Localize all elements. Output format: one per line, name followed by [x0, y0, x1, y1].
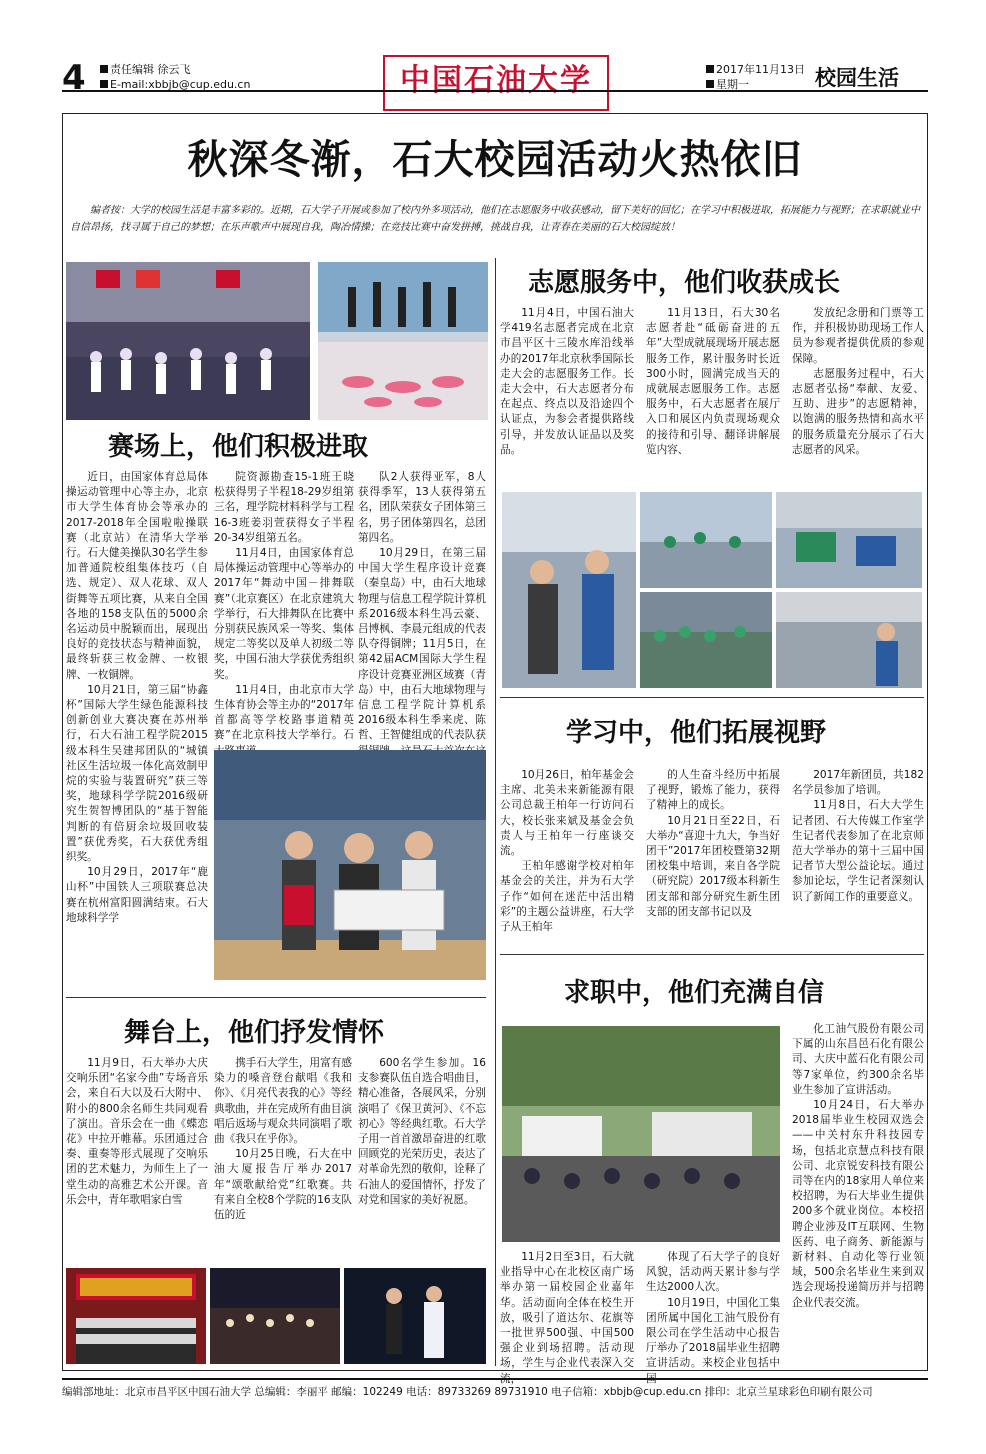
photo-exhibition-4: [776, 592, 922, 688]
competition-col-2: [214, 470, 354, 740]
photo-volunteer-guide: [502, 492, 636, 688]
paragraph: 队2人获得亚军，8人获得季军，13人获得第五名，团队荣获女子团体第三名，男子团体第四名，总团第四名。: [358, 471, 486, 544]
paragraph: 院资源勘查15-1班王晓松获得男子半程18-29岁组第三名，理学院材料科学与工程16-3班姜羽萱获得女子半程20-34岁组第五名。: [214, 471, 354, 544]
section-title-volunteer: 志愿服务中，他们收获成长: [528, 268, 841, 298]
competition-col-3: [358, 470, 486, 740]
paragraph: 志愿服务过程中，石大志愿者弘扬“奉献、友爱、互助、进步”的志愿精神，以饱满的服务热情和高水平的服务质量充分展示了石大志愿者的风采。: [792, 367, 924, 456]
career-col-2: [646, 1250, 780, 1385]
photo-exhibition-3: [640, 592, 772, 688]
section-divider: [66, 997, 486, 998]
main-title: 秋深冬渐，石大校园活动火热依旧: [187, 137, 803, 183]
header-weekday: 星期一: [716, 78, 749, 91]
photo-cheer-competition: [66, 262, 310, 420]
header-date-block: [706, 62, 805, 92]
editor-note: 编者按：大学的校园生活是丰富多彩的。近期，石大学子开展或参加了校内外多项活动，他们在志愿服务中收获感动，留下美好的回忆；在学习中积极进取，拓展能力与视野；在求职就业中自信昂扬，找寻属于自己的梦想；在乐声歌声中展现自我，陶冶情操；在竞技比赛中奋发拼搏，挑战自我，让青春在美丽的石大校园绽放！: [70, 205, 920, 233]
paragraph: 王柏年感谢学校对柏年基金会的关注，并为石大学子作“如何在迷茫中活出精彩”的主题公益讲座，石大学子从王柏年: [500, 860, 634, 934]
paragraph: 11月8日，石大大学生记者团、石大传媒工作室学生记者代表参加了在北京师范大学举办的第十三届中国记者节大型公益论坛。通过参加论坛，学生记者深刻认识了新闻工作的重要意义。: [792, 799, 924, 903]
career-col-3: [792, 1022, 924, 1362]
paragraph: 11月4日，中国石油大学419名志愿者完成在北京市昌平区十三陵水库沿线举办的2017年北京秋季国际长走大会的志愿服务工作。长走大会中，石大志愿者分布在起点、终点以及沿途四个认证点，为参会者提供路线引导，并发放认证品以及奖品。: [500, 307, 634, 456]
paragraph: 10月21日至22日，石大举办“喜迎十九大，争当好团干”2017年团校暨第32期团校集中培训，来自各学院（研究院）2017级本科新生团支部和部分研究生新生团支部的团支部书记以及: [646, 814, 780, 918]
masthead-logo: 中国石油大学: [383, 55, 609, 111]
paragraph: 10月19日，中国化工集团所属中国化工油气股份有限公司在学生活动中心报告厅举办了2018届毕业生招聘宣讲活动。来校企业包括中国: [646, 1296, 780, 1385]
stage-col-2: [214, 1056, 352, 1256]
photo-choir: [66, 1268, 206, 1364]
header-divider: [62, 90, 928, 92]
header-email: E-mail:xbbjb@cup.edu.cn: [110, 78, 251, 91]
paragraph: 11月2日至3日，石大就业指导中心在北校区南广场举办第一届校园企业嘉年华。活动面向全体在校生开放，吸引了道达尔、花旗等一批世界500强、中国500强企业到场招聘。活动现场，学生与企业代表深入交流，: [500, 1251, 634, 1385]
header-editor-block: [100, 62, 250, 92]
volunteer-col-2: [646, 306, 780, 486]
paragraph: 11月9日，石大举办大庆交响乐团“名家今曲”专场音乐会，来自石大以及石大附中、附小的800余名师生共同观看了演出。音乐会在一曲《蝶恋花》中拉开帷幕。乐团通过合奏、重奏等形式展现了交响乐团的艺术魅力，为师生上了一堂生动的高雅艺术公开课。音乐会中，青年歌唱家白雪: [66, 1057, 208, 1206]
square-bullet-icon: [706, 65, 714, 73]
column-divider: [495, 258, 496, 1366]
paragraph: 化工油气股份有限公司下属的山东昌邑石化有限公司、大庆中蓝石化有限公司等7家单位，约300余名毕业生参加了宣讲活动。: [792, 1023, 924, 1096]
study-col-1: [500, 768, 634, 948]
paragraph: 11月4日，由国家体育总局体操运动管理中心等举办的2017年“舞动中国－排舞联赛”（北京赛区）在北京建筑大学举行，石大排舞队在比赛中分别获民族风采一等奖、集体规定二等奖以及单人初级二等奖，中国石油大学获优秀组织奖。: [214, 547, 354, 681]
photo-orchestra: [210, 1268, 340, 1364]
paragraph: 600名学生参加。16支参赛队伍自选合唱曲目，精心准备，各展风采，分别演唱了《保卫黄河》、《不忘初心》等经典红歌。石大学子用一首首激昂奋进的红歌回顾党的光荣历史，表达了对革命先烈的敬仰，诠释了石油人的爱国情怀，抒发了对党和国家的美好祝愿。: [358, 1057, 486, 1206]
header-editor: 责任编辑 徐云飞: [110, 63, 191, 76]
section-title-stage: 舞台上，他们抒发情怀: [124, 1018, 385, 1048]
stage-col-3: [358, 1056, 486, 1256]
paragraph: 10月25日晚，石大在中油大厦报告厅举办2017年“颂歌献给党”红歌赛。共有来自全校8个学院的16支队伍的近: [214, 1148, 352, 1222]
paragraph: 11月13日，石大30名志愿者赴“砥砺奋进的五年”大型成就展现场开展志愿服务工作，累计服务时长近300小时，圆满完成当天的成就展志愿服务工作。志愿服务中，石大志愿者在展厅入口和展区内负责现场观众的接待和引导、翻译讲解展览内容、: [646, 307, 780, 456]
section-divider: [500, 697, 924, 698]
page-number: 4: [62, 58, 86, 98]
paragraph: 2017年新团员，共182名学员参加了培训。: [792, 769, 924, 797]
paragraph: 携手石大学生，用富有感染力的嗓音登台献唱《我和你》、《月亮代表我的心》等经典歌曲，并在完成所有曲目演唱后返场与观众共同演唱了歌曲《我只在乎你》。: [214, 1057, 352, 1146]
paragraph: 10月21日，第三届“协鑫杯”国际大学生绿色能源科技创新创业大赛决赛在苏州举行，石大石油工程学院2015级本科生吴建邦团队的“城镇社区生活垃圾一体化高效制甲烷的实验与装置研究”获三等奖，地球科学学院2016级研究生贺智博团队的“基于智能判断的有倍厨余垃圾回收装置”获优秀奖，石大获优秀组织奖。: [66, 683, 208, 864]
photo-exhibition-1: [640, 492, 772, 588]
study-col-3: [792, 768, 924, 948]
section-divider: [500, 954, 924, 955]
volunteer-col-1: [500, 306, 634, 486]
photo-award-winners: [214, 750, 486, 980]
paragraph: 的人生奋斗经历中拓展了视野，锻炼了能力，获得了精神上的成长。: [646, 769, 780, 812]
photo-job-fair: [502, 1026, 780, 1242]
study-col-2: [646, 768, 780, 948]
section-title-career: 求职中，他们充满自信: [564, 978, 825, 1008]
footer-divider: [62, 1378, 928, 1380]
photo-exhibition-2: [776, 492, 922, 588]
career-col-1: [500, 1250, 634, 1385]
volunteer-col-3: [792, 306, 924, 486]
section-title-study: 学习中，他们拓展视野: [566, 718, 827, 748]
paragraph: 10月29日，在第三届中国大学生程序设计竞赛（秦皇岛）中，由石大地球物理与信息工程学院计算机系2016级本科生冯云豪、吕博枫、李晨元组成的代表队夺得铜牌；11月5日，在第42届ACM国际大学生程序设计竞赛亚洲区域赛（青岛）中，由石大地球物理与信息工程学院计算机系2016级本科生季来虎、陈哲、王智健组成的代表队获: [358, 547, 486, 742]
section-title-competition: 赛场上，他们积极进取: [108, 432, 369, 462]
paragraph: 发放纪念册和门票等工作，并积极协助现场工作人员为参观者提供优质的参观保障。: [792, 307, 924, 365]
photo-singers: [344, 1268, 486, 1364]
competition-col-1: [66, 470, 208, 985]
paragraph: 11月4日，由北京市大学生体育协会等主办的“2017年首都高等学校路事道精英赛”在北京科技大学举行。石: [214, 683, 354, 742]
square-bullet-icon: [100, 65, 108, 73]
square-bullet-icon: [706, 80, 714, 88]
paragraph: 近日，由国家体育总局体操运动管理中心等主办，北京市大学生体育协会等承办的2017-2018年全国啦啦操联赛（北京站）在清华大学举行。石大健美操队30名学生参加普通院校组集体技巧（自选、规定）、双人花球、双人街舞等五项比赛，从来自全国各地的158支队伍的5000余名运动员中脱颖而出，展现出良好的竞技状态与精神面貌，最终斩获三枚金牌、一枚银牌、一枚铜牌。: [66, 471, 208, 681]
paragraph: 10月26日，柏年基金会主席、北美未来新能源有限公司总裁王柏年一行访问石大，校长张来斌及基金会负责人与王柏年一行座谈交流。: [500, 769, 634, 858]
paragraph: 体现了石大学子的良好风貌，活动两天累计参与学生达2000人次。: [646, 1251, 780, 1294]
header-date: 2017年11月13日: [716, 63, 805, 76]
footer-info: 编辑部地址：北京市昌平区中国石油大学 总编辑：李丽平 邮编：102249 电话：89733269 89731910 电子信箱：xbbjb@cup.edu.cn 排印：北京兰星球彩色印刷有限公司: [62, 1386, 873, 1398]
square-bullet-icon: [100, 80, 108, 88]
paragraph: 10月24日，石大举办2018届毕业生校园双选会——中关村东升科技园专场，包括北京慧点科技有限公司、北京锐安科技有限公司等在内的18家用人单位来校招聘，为石大毕业生提供200多个就业岗位。本校招聘企业涉及IT互联网、生物医药、电子商务、新能源与新材料、自动化等行业领域，500余名毕业生来到双选会现场投递简历并与招聘企业代表交流。: [792, 1099, 924, 1309]
photo-dance-teams: [318, 262, 488, 420]
section-name: 校园生活: [815, 66, 899, 90]
paragraph: 10月29日，2017年“鹿山杯”中国铁人三项联赛总决赛在杭州富阳圆满结束。石大地球科学学: [66, 866, 208, 924]
stage-col-1: [66, 1056, 208, 1256]
